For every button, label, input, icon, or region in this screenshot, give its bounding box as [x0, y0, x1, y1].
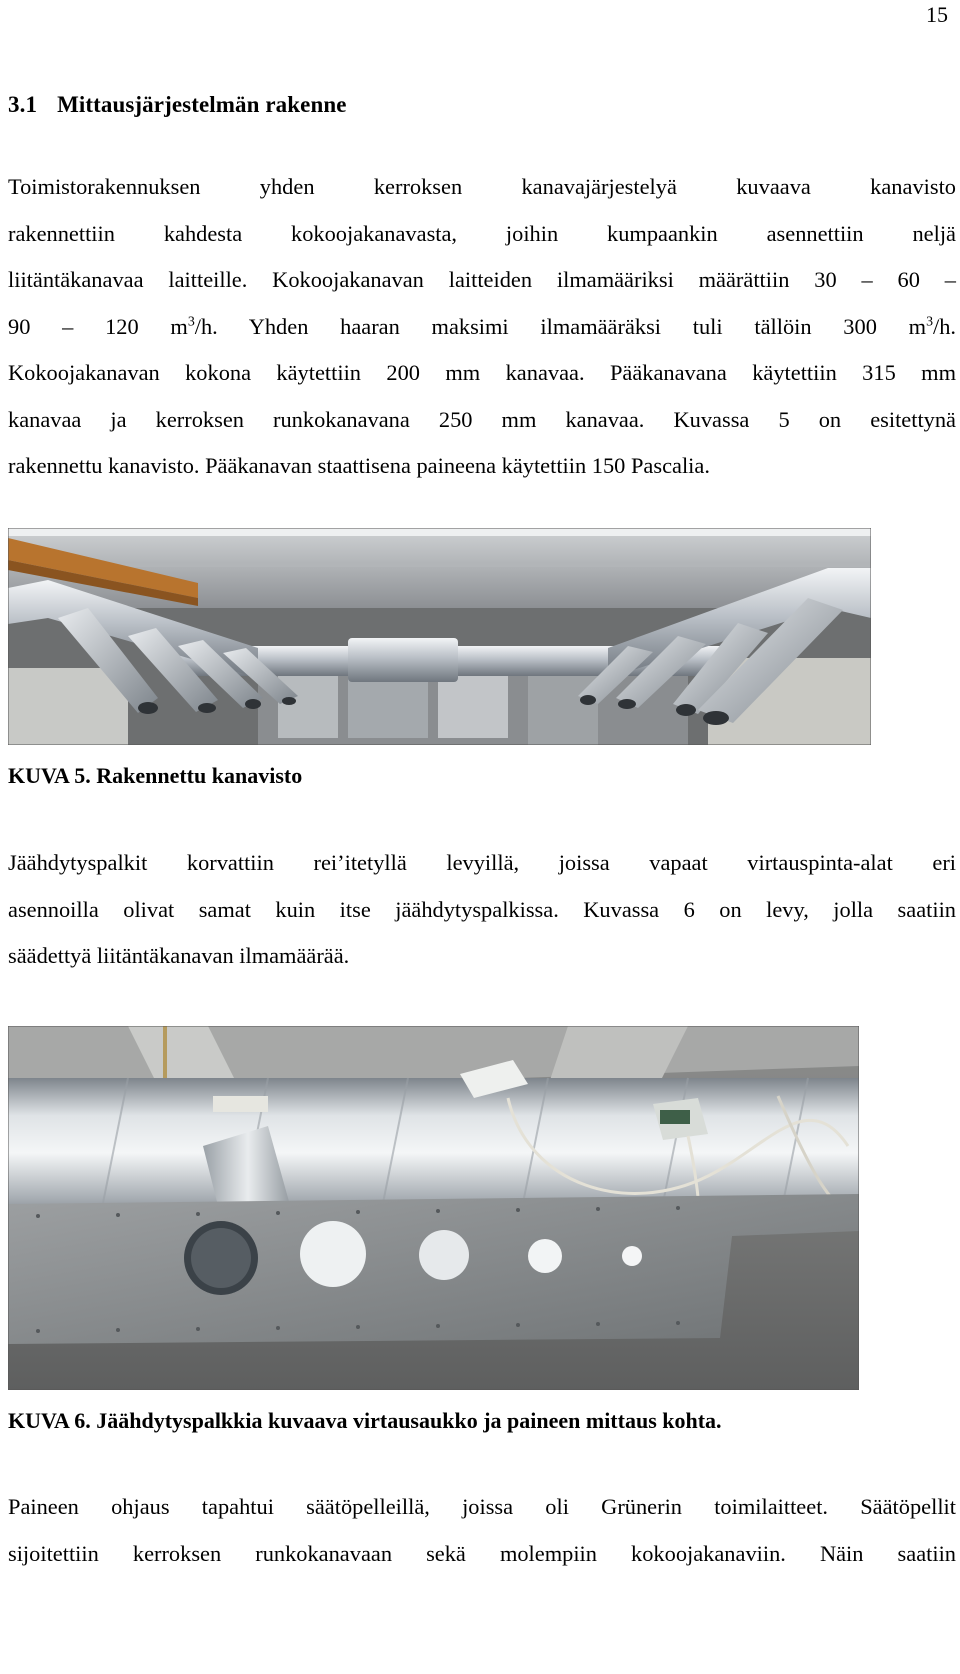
text-line: Kokoojakanavan kokona käytettiin 200 mm kanavaa. Pääkanavana käytettiin 315 mm — [8, 360, 956, 385]
page-number: 15 — [926, 2, 948, 27]
figure-6-caption: KUVA 6. Jäähdytyspalkkia kuvaava virtausaukko ja paineen mittaus kohta. — [8, 1408, 722, 1433]
text-line: liitäntäkanavaa laitteille. Kokoojakanavan laitteiden ilmamääriksi määrättiin 30 – 60 – — [8, 267, 956, 292]
text-line: rakennettiin kahdesta kokoojakanavasta, joihin kumpaankin asennettiin neljä — [8, 220, 956, 246]
text-line: Paineen ohjaus tapahtui säätöpelleillä, joissa oli Grünerin toimilaitteet. Säätöpellit — [8, 1494, 956, 1519]
figure-5-photo — [8, 528, 871, 745]
text-line: rakennettu kanavisto. Pääkanavan staattisena paineena käytettiin 150 Pascalia. — [8, 453, 710, 478]
text-line: säädettyä liitäntäkanavan ilmamäärää. — [8, 943, 350, 968]
figure-5-caption: KUVA 5. Rakennettu kanavisto — [8, 763, 303, 788]
text-line: Jäähdytyspalkit korvattiin rei’itetyllä levyillä, joissa vapaat virtauspinta-alat eri — [8, 850, 956, 875]
superscript: 3 — [926, 313, 933, 329]
duct-system-photo — [8, 528, 871, 745]
text-fragment: /h. — [933, 313, 957, 339]
text-line: asennoilla olivat samat kuin itse jäähdytyspalkissa. Kuvassa 6 on levy, jolla saatiin — [8, 896, 956, 922]
paragraph-intro — [8, 164, 956, 490]
text-line: sijoitettiin kerroksen runkokanavaan sekä molempiin kokoojakanaviin. Näin saatiin — [8, 1540, 956, 1566]
section-title: Mittausjärjestelmän rakenne — [57, 92, 347, 117]
text-line: Toimistorakennuksen yhden kerroksen kanavajärjestelyä kuvaava kanavisto — [8, 174, 956, 199]
paragraph-pressure-control — [8, 1484, 956, 1577]
superscript: 3 — [187, 313, 195, 329]
perforated-plate-photo — [8, 1026, 859, 1390]
text-line: kanavaa ja kerroksen runkokanavana 250 mm kanavaa. Kuvassa 5 on esitettynä — [8, 406, 956, 432]
section-heading — [8, 92, 347, 118]
section-number: 3.1 — [8, 92, 38, 117]
text-fragment: 90 – 120 m — [8, 313, 188, 339]
paragraph-perforated-plates — [8, 840, 956, 980]
figure-6-photo — [8, 1026, 859, 1390]
text-fragment: /h. Yhden haaran maksimi ilmamääräksi tuli tällöin 300 m — [194, 313, 927, 339]
text-line-with-units — [8, 304, 956, 351]
